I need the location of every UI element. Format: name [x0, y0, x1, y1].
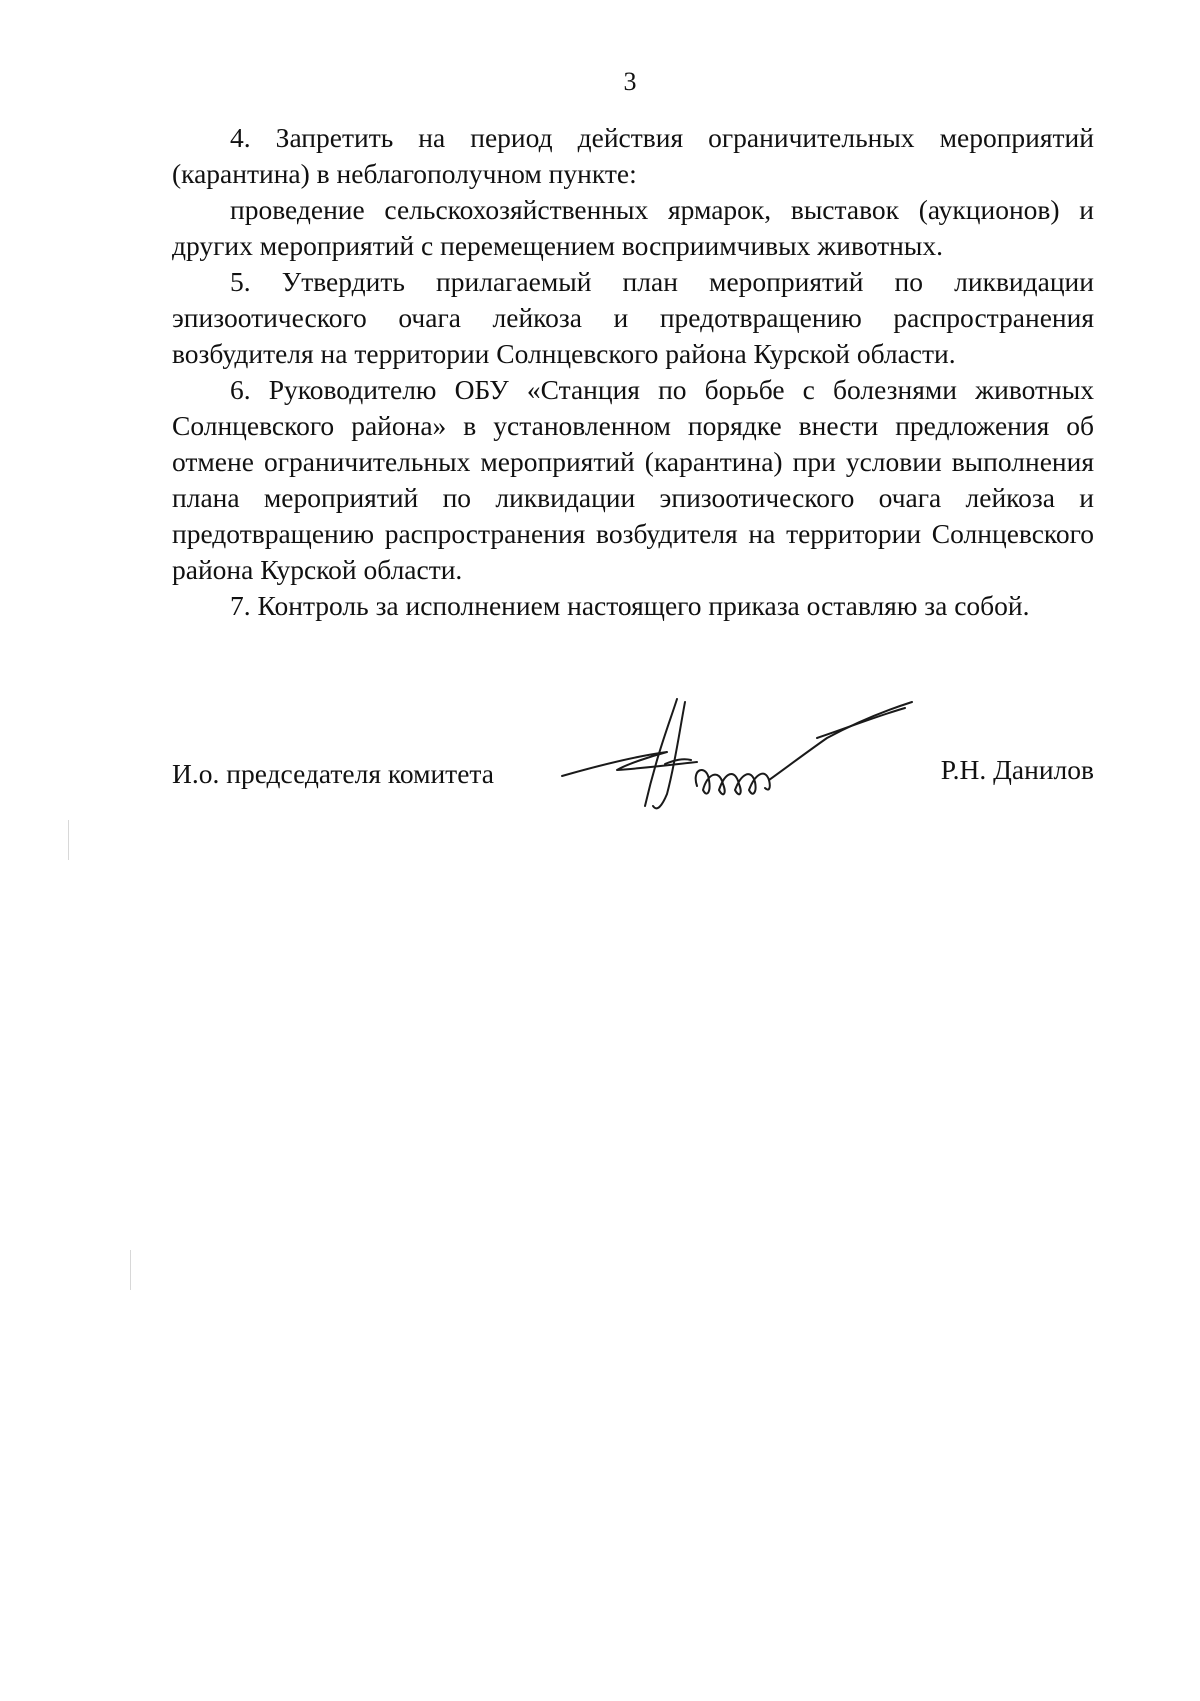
page-number: 3	[623, 67, 637, 96]
scan-edge-mark	[130, 1250, 131, 1290]
scan-edge-mark	[68, 820, 69, 860]
signer-title: И.о. председателя комитета	[172, 758, 494, 789]
handwritten-signature	[557, 694, 917, 814]
signature-block	[172, 738, 1094, 798]
paragraph-item-4: 4. Запретить на период действия ограничительных мероприятий (карантина) в неблагополучном пункте:	[172, 122, 1094, 189]
paragraph-subitem: проведение сельскохозяйственных ярмарок, выставок (аукционов) и других мероприятий с перемещением восприимчивых животных.	[172, 194, 1094, 261]
document-body	[172, 120, 1094, 624]
paragraph-item-7: 7. Контроль за исполнением настоящего приказа оставляю за собой.	[230, 590, 1030, 621]
signer-name: Р.Н. Данилов	[940, 754, 1094, 785]
paragraph-item-5: 5. Утвердить прилагаемый план мероприятий по ликвидации эпизоотического очага лейкоза и предотвращению распространения возбудителя на территории Солнцевского района Курской области.	[172, 266, 1094, 369]
paragraph-item-6: 6. Руководителю ОБУ «Станция по борьбе с болезнями животных Солнцевского района» в установленном порядке внести предложения об отмене ограничительных мероприятий (карантина) при условии выполнения плана мероприятий по ликвидации эпизоотического очага лейкоза и предотвращению распространения возбудителя на территории Солнцевского района Курской области.	[172, 374, 1094, 585]
